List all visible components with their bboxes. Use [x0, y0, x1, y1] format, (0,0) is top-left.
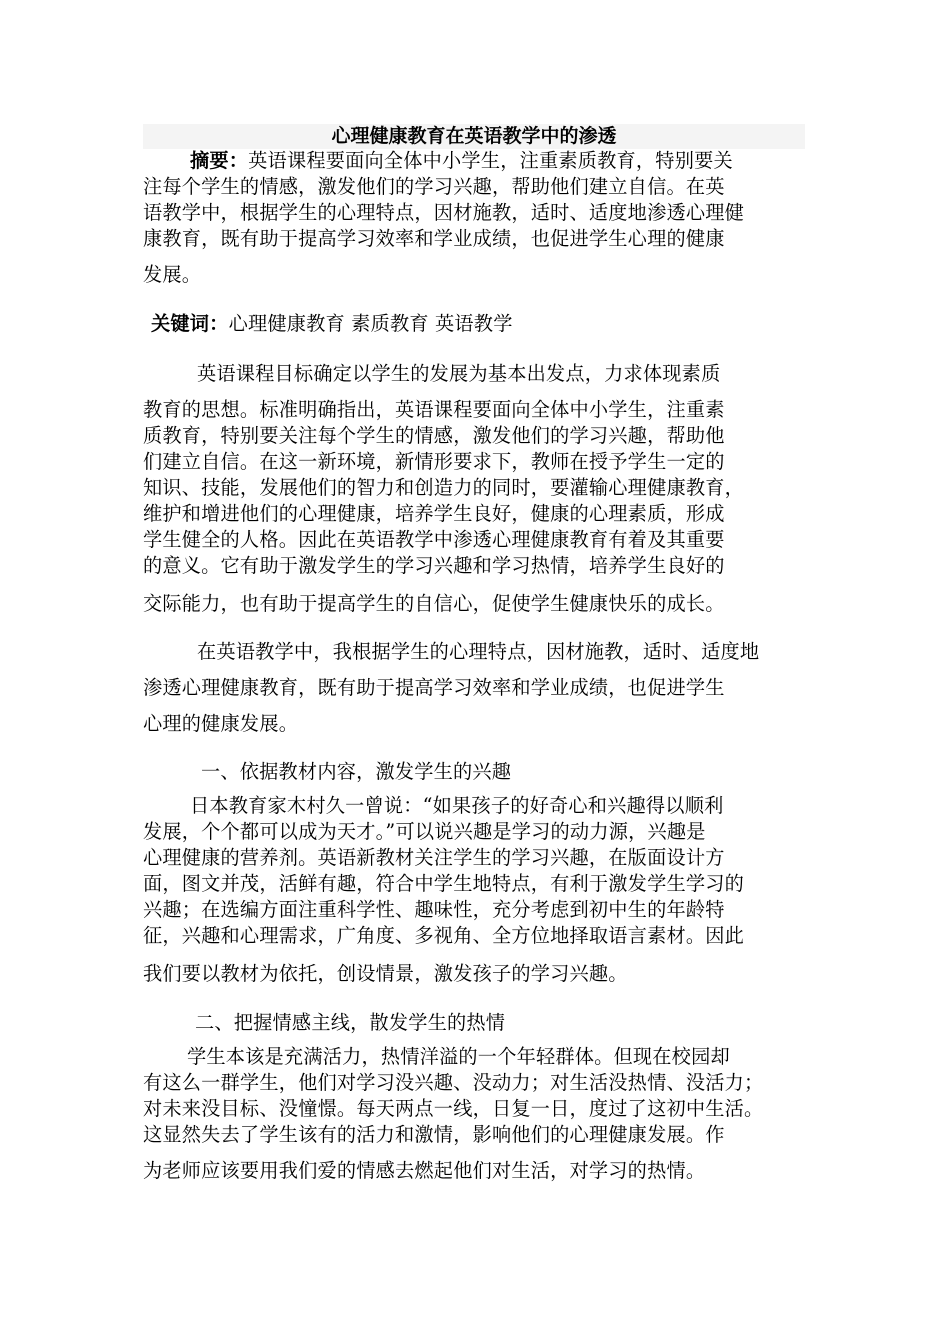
- section1-line: 我们要以教材为依托，创设情景，激发孩子的学习兴趣。: [143, 962, 628, 985]
- method-line: 心理的健康发展。: [143, 712, 299, 735]
- intro-line: 英语课程目标确定以学生的发展为基本出发点，力求体现素质: [197, 362, 721, 385]
- method-line: 渗透心理健康教育，既有助于提高学习效率和学业成绩，也促进学生: [143, 676, 725, 699]
- intro-line: 知识、技能，发展他们的智力和创造力的同时，要灌输心理健康教育，: [143, 476, 745, 499]
- intro-line: 交际能力，也有助于提高学生的自信心，促使学生健康快乐的成长。: [143, 592, 725, 615]
- section2-line: 这显然失去了学生该有的活力和激情，影响他们的心理健康发展。作: [143, 1123, 725, 1146]
- section2: [143, 1010, 806, 1184]
- section2-heading: 二、把握情感主线，散发学生的热情: [195, 1011, 506, 1034]
- method-paragraph: [143, 634, 806, 742]
- abstract-line: 发展。: [143, 263, 202, 286]
- intro-line: 教育的思想。标准明确指出，英语课程要面向全体中小学生，注重素: [143, 398, 725, 421]
- intro-line: 学生健全的人格。因此在英语教学中渗透心理健康教育有着及其重要: [143, 528, 725, 551]
- section2-line: 有这么一群学生，他们对学习没兴趣、没动力；对生活没热情、没活力；: [143, 1071, 764, 1094]
- section2-line: 为老师应该要用我们爱的情感去燃起他们对生活，对学习的热情。: [143, 1159, 706, 1182]
- abstract-line: 语教学中，根据学生的心理特点，因材施教，适时、适度地渗透心理健: [143, 201, 745, 224]
- abstract-line: 英语课程要面向全体中小学生，注重素质教育，特别要关: [248, 149, 733, 172]
- section1-line: 发展，个个都可以成为天才。”可以说兴趣是学习的动力源，兴趣是: [143, 820, 706, 843]
- abstract-label: 摘要：: [190, 149, 249, 172]
- intro-line: 们建立自信。在这一新环境，新情形要求下，教师在授予学生一定的: [143, 450, 725, 473]
- keywords-text: 心理健康教育 素质教育 英语教学: [228, 312, 513, 335]
- section1-line: 面，图文并茂，活鲜有趣，符合中学生地特点，有利于激发学生学习的: [143, 872, 745, 895]
- section1-line: 日本教育家木村久一曾说：“如果孩子的好奇心和兴趣得以顺利: [190, 794, 724, 817]
- section1: [143, 759, 806, 987]
- abstract-line: 康教育，既有助于提高学习效率和学业成绩，也促进学生心理的健康: [143, 227, 725, 250]
- keywords-paragraph: [143, 311, 806, 337]
- abstract-paragraph: [143, 148, 806, 288]
- section1-line: 征，兴趣和心理需求，广角度、多视角、全方位地择取语言素材。因此: [143, 924, 745, 947]
- intro-line: 维护和增进他们的心理健康，培养学生良好，健康的心理素质，形成: [143, 502, 725, 525]
- intro-paragraph: [143, 361, 806, 617]
- abstract-line: 注每个学生的情感，激发他们的学习兴趣，帮助他们建立自信。在英: [143, 175, 725, 198]
- intro-line: 质教育，特别要关注每个学生的情感，激发他们的学习兴趣，帮助他: [143, 424, 725, 447]
- method-line: 在英语教学中，我根据学生的心理特点，因材施教，适时、适度地: [197, 640, 760, 663]
- keywords-label: 关键词：: [151, 312, 229, 335]
- document-title: 心理健康教育在英语教学中的渗透: [331, 125, 617, 147]
- section1-line: 兴趣；在选编方面注重科学性、趣味性，充分考虑到初中生的年龄特: [143, 898, 725, 921]
- section2-line: 学生本该是充满活力，热情洋溢的一个年轻群体。但现在校园却: [187, 1045, 730, 1068]
- section1-line: 心理健康的营养剂。英语新教材关注学生的学习兴趣，在版面设计方: [143, 846, 725, 869]
- intro-line: 的意义。它有助于激发学生的学习兴趣和学习热情，培养学生良好的: [143, 554, 725, 577]
- section1-heading: 一、依据教材内容，激发学生的兴趣: [201, 760, 512, 783]
- section2-line: 对未来没目标、没憧憬。每天两点一线，日复一日，度过了这初中生活。: [143, 1097, 764, 1120]
